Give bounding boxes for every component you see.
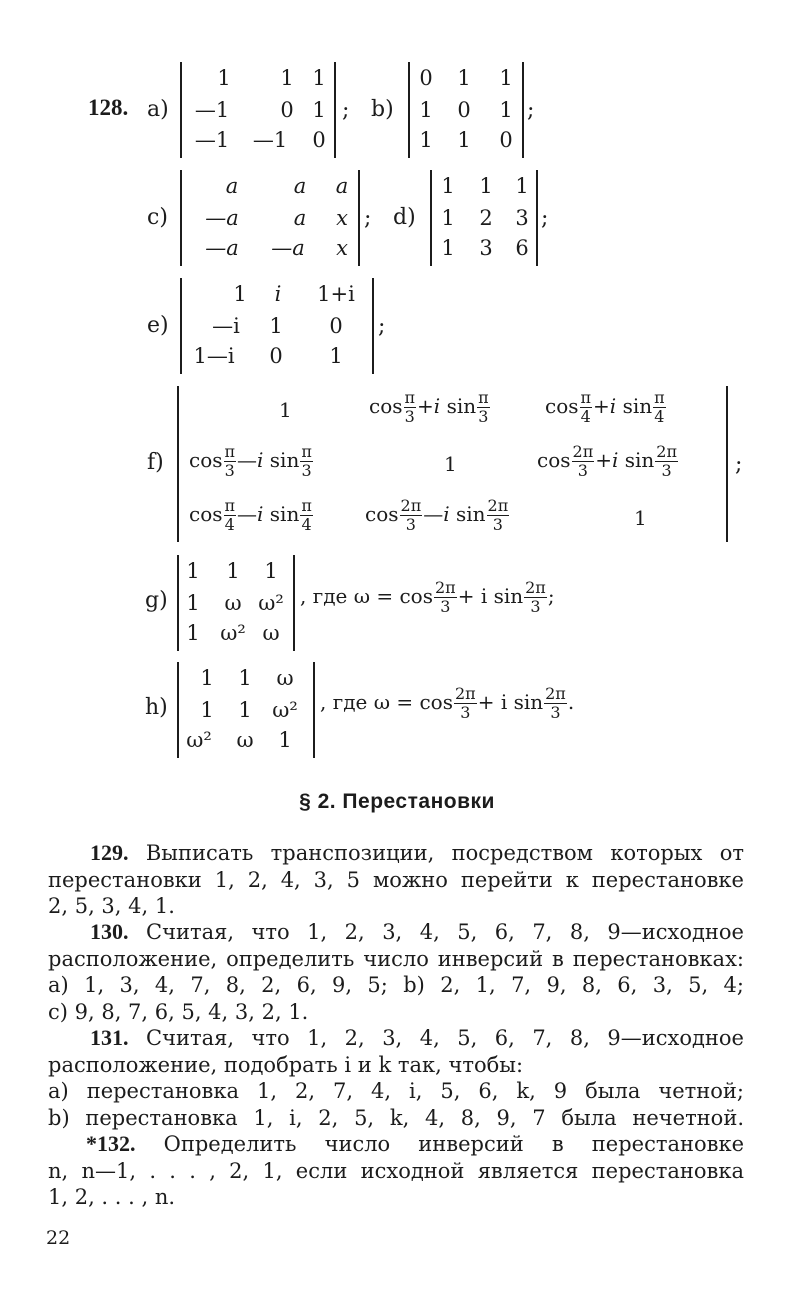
problem-number-131: 131. bbox=[90, 1025, 129, 1050]
matrix-cell: 0 bbox=[499, 128, 513, 152]
matrix-cell: ω² bbox=[186, 728, 212, 752]
matrix-cell: ω bbox=[276, 666, 294, 690]
matrix-cell: 1 bbox=[441, 236, 455, 260]
matrix-cell: 1 bbox=[634, 506, 647, 530]
determinant-h bbox=[177, 662, 315, 758]
matrix-cell: 3 bbox=[515, 206, 529, 230]
matrix-cell: 1 bbox=[499, 98, 513, 122]
determinant-d bbox=[430, 170, 538, 266]
part-label-h: h) bbox=[145, 695, 168, 720]
matrix-cell: 1 bbox=[233, 282, 247, 306]
text-line: 131. Считая, что 1, 2, 3, 4, 5, 6, 7, 8, 9—исходное bbox=[90, 1025, 744, 1050]
matrix-cell: 1 bbox=[238, 666, 252, 690]
matrix-cell: ω bbox=[236, 728, 254, 752]
matrix-cell: i bbox=[274, 282, 282, 306]
matrix-cell: 1 bbox=[186, 621, 200, 645]
matrix-cell: 1 bbox=[457, 66, 471, 90]
problem-130 bbox=[48, 919, 744, 1025]
matrix-cell: 0 bbox=[457, 98, 471, 122]
separator: ; bbox=[541, 206, 549, 231]
matrix-cell: 1 bbox=[419, 128, 433, 152]
text-line: 130. Считая, что 1, 2, 3, 4, 5, 6, 7, 8, 9—исходное bbox=[90, 919, 744, 944]
part-label-e: e) bbox=[147, 313, 169, 338]
matrix-cell: 1 bbox=[226, 559, 240, 583]
problem-number-129: 129. bbox=[90, 840, 129, 865]
matrix-cell: 6 bbox=[515, 236, 529, 260]
matrix-cell: 1 bbox=[457, 128, 471, 152]
text-line: b) перестановка 1, i, 2, 5, k, 4, 8, 9, 7 была нечетной. bbox=[48, 1105, 744, 1130]
part-label-g: g) bbox=[145, 588, 168, 613]
matrix-cell-expression: cos $\frac{2\pi}{3}$ —i sin $\frac{2\pi}{3}$ bbox=[365, 496, 509, 534]
problem-129 bbox=[48, 840, 744, 920]
matrix-cell-expression: cos $\frac{2\pi}{3}$ +i sin $\frac{2\pi}{3}$ bbox=[537, 442, 677, 480]
part-label-a: a) bbox=[147, 97, 169, 122]
matrix-cell: 1 bbox=[279, 398, 292, 422]
matrix-cell: —1 bbox=[194, 128, 230, 152]
page-number: 22 bbox=[46, 1227, 71, 1249]
matrix-cell: 1 bbox=[186, 591, 200, 615]
separator: ; bbox=[342, 98, 350, 123]
text-line: n, n—1, . . . , 2, 1, если исходной является перестановка bbox=[48, 1158, 744, 1183]
matrix-cell: x bbox=[336, 206, 348, 230]
text-line: перестановки 1, 2, 4, 3, 5 можно перейти к перестановке bbox=[48, 867, 744, 892]
text-line: a) 1, 3, 4, 7, 8, 2, 6, 9, 5; b) 2, 1, 7, 9, 8, 6, 3, 5, 4; bbox=[48, 973, 744, 997]
matrix-cell: 1+i bbox=[317, 282, 355, 306]
matrix-cell: —a bbox=[271, 236, 305, 260]
problem-number-132: *132. bbox=[86, 1131, 136, 1156]
matrix-cell: 1—i bbox=[193, 344, 235, 368]
matrix-cell: 1 bbox=[479, 174, 493, 198]
separator: ; bbox=[735, 452, 743, 477]
matrix-cell: 1 bbox=[186, 559, 200, 583]
matrix-cell: —1 bbox=[252, 128, 288, 152]
matrix-cell: 0 bbox=[419, 66, 433, 90]
text-line: *132. Определить число инверсий в перестановке bbox=[86, 1131, 744, 1156]
matrix-cell: —1 bbox=[194, 98, 230, 122]
matrix-cell: 0 bbox=[280, 98, 294, 122]
part-label-b: b) bbox=[371, 97, 394, 122]
matrix-cell: 1 bbox=[312, 98, 326, 122]
matrix-cell: a bbox=[293, 174, 307, 198]
matrix-cell: 1 bbox=[200, 698, 214, 722]
separator: ; bbox=[527, 98, 535, 123]
omega-definition-h: , где ω = cos $\frac{2\pi}{3}$ + i sin $\frac{2\pi}{3}$ . bbox=[320, 684, 575, 722]
matrix-cell: a bbox=[225, 174, 239, 198]
matrix-cell: 1 bbox=[312, 66, 326, 90]
matrix-cell: ω² bbox=[272, 698, 298, 722]
matrix-cell: ω bbox=[224, 591, 242, 615]
matrix-cell: 2 bbox=[479, 206, 493, 230]
problem-number-128: 128. bbox=[88, 95, 129, 120]
determinant-b bbox=[408, 62, 524, 158]
matrix-cell: 1 bbox=[499, 66, 513, 90]
section-title: § 2. Перестановки bbox=[299, 790, 495, 813]
matrix-cell: a bbox=[293, 206, 307, 230]
matrix-cell: 1 bbox=[329, 344, 343, 368]
matrix-cell: —a bbox=[205, 206, 239, 230]
problem-number-130: 130. bbox=[90, 919, 129, 944]
matrix-cell-expression: cos $\frac{\pi}{4}$ +i sin $\frac{\pi}{4}$ bbox=[545, 388, 665, 426]
text-line: расположение, подобрать i и k так, чтобы: bbox=[48, 1052, 524, 1077]
matrix-cell: 1 bbox=[444, 452, 457, 476]
matrix-cell: 0 bbox=[269, 344, 283, 368]
separator: ; bbox=[364, 206, 372, 231]
matrix-cell: 1 bbox=[238, 698, 252, 722]
matrix-cell: 1 bbox=[441, 174, 455, 198]
determinant-f bbox=[177, 386, 728, 542]
matrix-cell: 1 bbox=[264, 559, 278, 583]
separator: ; bbox=[378, 314, 386, 339]
matrix-cell: 0 bbox=[329, 314, 343, 338]
determinant-g bbox=[177, 555, 295, 651]
part-label-d: d) bbox=[393, 205, 416, 230]
matrix-cell: ω² bbox=[220, 621, 246, 645]
matrix-cell: 1 bbox=[278, 728, 292, 752]
matrix-cell: 0 bbox=[312, 128, 326, 152]
matrix-cell-expression: cos $\frac{\pi}{4}$ —i sin $\frac{\pi}{4}$ bbox=[189, 496, 312, 534]
matrix-cell: 3 bbox=[479, 236, 493, 260]
matrix-cell: —i bbox=[212, 314, 240, 338]
matrix-cell: 1 bbox=[441, 206, 455, 230]
text-line: a) перестановка 1, 2, 7, 4, i, 5, 6, k, 9 была четной; bbox=[48, 1079, 744, 1103]
text-line: 1, 2, . . . , n. bbox=[48, 1185, 176, 1209]
matrix-cell: 1 bbox=[419, 98, 433, 122]
matrix-cell: x bbox=[336, 236, 348, 260]
matrix-cell: —a bbox=[205, 236, 239, 260]
text-line: 129. Выписать транспозиции, посредством которых от bbox=[90, 840, 744, 865]
problem-132 bbox=[48, 1131, 744, 1211]
part-label-c: c) bbox=[147, 205, 168, 230]
problem-131 bbox=[48, 1025, 744, 1131]
matrix-cell: 1 bbox=[200, 666, 214, 690]
matrix-cell-expression: cos $\frac{\pi}{3}$ +i sin $\frac{\pi}{3}$ bbox=[369, 388, 489, 426]
matrix-cell: 1 bbox=[269, 314, 283, 338]
text-line: c) 9, 8, 7, 6, 5, 4, 3, 2, 1. bbox=[48, 999, 309, 1024]
matrix-cell: ω² bbox=[258, 591, 284, 615]
matrix-cell: 1 bbox=[217, 66, 231, 90]
text-line: 2, 5, 3, 4, 1. bbox=[48, 894, 175, 918]
part-label-f: f) bbox=[147, 450, 164, 475]
determinant-e bbox=[180, 278, 374, 374]
text-line: расположение, определить число инверсий в перестановках: bbox=[48, 946, 744, 971]
matrix-cell: 1 bbox=[280, 66, 294, 90]
determinant-c bbox=[180, 170, 360, 266]
omega-definition-g: , где ω = cos $\frac{2\pi}{3}$ + i sin $\frac{2\pi}{3}$ ; bbox=[300, 578, 555, 616]
matrix-cell: 1 bbox=[515, 174, 529, 198]
matrix-cell-expression: cos $\frac{\pi}{3}$ —i sin $\frac{\pi}{3}$ bbox=[189, 442, 312, 480]
determinant-a bbox=[180, 62, 336, 158]
matrix-cell: a bbox=[335, 174, 349, 198]
matrix-cell: ω bbox=[262, 621, 280, 645]
